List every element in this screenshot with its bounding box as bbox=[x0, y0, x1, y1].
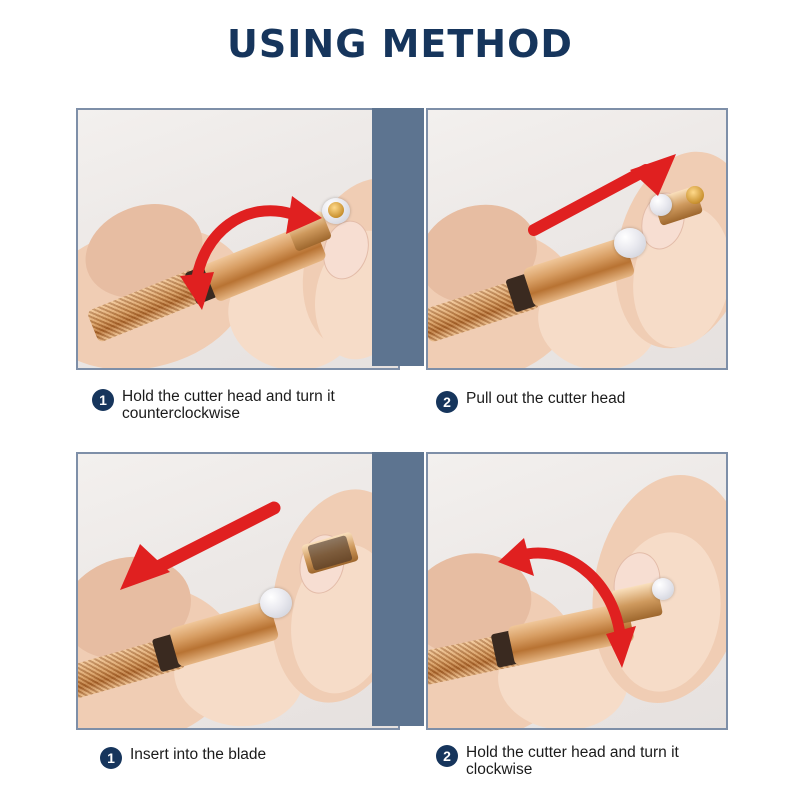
step-text: Insert into the blade bbox=[130, 746, 267, 763]
step-text: Hold the cutter head and turn it clockwise bbox=[466, 744, 679, 779]
cutter-head-gold-tip bbox=[328, 202, 344, 218]
photo-background-4 bbox=[428, 454, 726, 728]
photo-background-2 bbox=[428, 110, 726, 368]
step-caption-3 bbox=[100, 746, 266, 769]
step-badge: 1 bbox=[92, 389, 114, 411]
step-badge: 2 bbox=[436, 745, 458, 767]
step-badge: 1 bbox=[100, 747, 122, 769]
cutter-head-tip bbox=[652, 578, 674, 600]
page-title: USING METHOD bbox=[227, 22, 573, 66]
step-image-2 bbox=[426, 108, 728, 370]
step-text: Hold the cutter head and turn it counterclockwise bbox=[122, 388, 335, 423]
step-caption-4 bbox=[436, 744, 716, 779]
step-image-4 bbox=[426, 452, 728, 730]
photo-background-3 bbox=[78, 454, 398, 728]
step-image-1 bbox=[76, 108, 400, 370]
step-text: Pull out the cutter head bbox=[466, 390, 626, 407]
pen-mouth-gem bbox=[260, 588, 292, 618]
photo-background-1 bbox=[78, 110, 398, 368]
cutter-head-tip bbox=[650, 194, 672, 216]
step-image-3 bbox=[76, 452, 400, 730]
step-caption-1 bbox=[92, 388, 372, 423]
step-caption-2 bbox=[436, 390, 625, 413]
pen-mouth-gem bbox=[614, 228, 646, 258]
column-divider bbox=[372, 108, 424, 366]
cutter-head-gold-tip bbox=[686, 186, 704, 204]
column-divider bbox=[372, 452, 424, 726]
step-badge: 2 bbox=[436, 391, 458, 413]
